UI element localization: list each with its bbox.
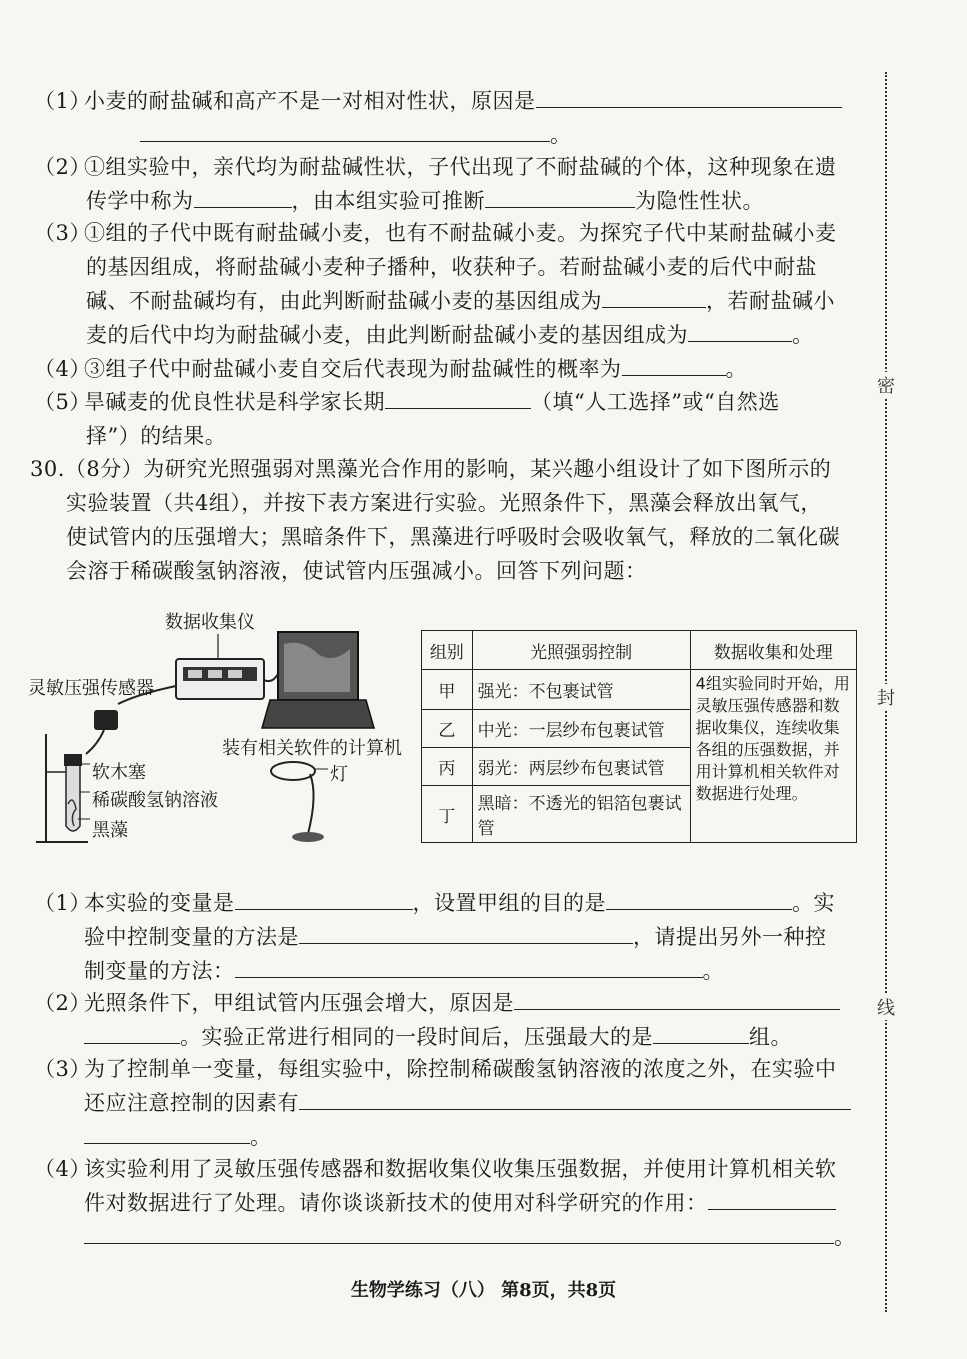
binding-mark-feng: 封 — [875, 684, 897, 710]
answer-blank[interactable] — [235, 955, 703, 978]
answer-blank[interactable] — [653, 1021, 749, 1044]
answer-blank[interactable] — [688, 319, 792, 342]
answer-blank[interactable] — [606, 887, 792, 910]
question-4: （4）③组子代中耐盐碱小麦自交后代表现为耐盐碱性的概率为 。 — [34, 352, 860, 386]
answer-blank[interactable] — [235, 887, 413, 910]
apparatus-diagram — [28, 604, 428, 854]
label-algae: 黑藻 — [92, 820, 128, 841]
label-computer: 装有相关软件的计算机 — [222, 738, 402, 759]
binding-mark-xian: 线 — [875, 994, 897, 1020]
label-lamp: 灯 — [330, 764, 348, 785]
q30-sub-2: （2）光照条件下，甲组试管内压强会增大，原因是 。实验正常进行相同的一段时间后，压强最大的是 组。 — [34, 986, 860, 1054]
table-header: 光照强弱控制 — [472, 631, 690, 670]
label-cork: 软木塞 — [92, 762, 146, 783]
table-row — [422, 670, 857, 710]
answer-blank[interactable] — [485, 185, 635, 208]
question-2: （2）①组实验中，亲代均为耐盐碱性状，子代出现了不耐盐碱的个体，这种现象在遗 传学中称为 ，由本组实验可推断 为隐性性状。 — [34, 155, 837, 213]
answer-blank[interactable] — [299, 1087, 851, 1110]
label-pressure-sensor: 灵敏压强传感器 — [28, 678, 154, 699]
binding-mark-mi: 密 — [875, 372, 897, 398]
label-solution: 稀碳酸氢钠溶液 — [92, 790, 218, 811]
light-cell: 强光：不包裹试管 — [472, 670, 690, 710]
answer-blank[interactable] — [385, 386, 531, 409]
question-30-intro: 30.（8分）为研究光照强弱对黑藻光合作用的影响，某兴趣小组设计了如下图所示的 实验装置（共4组），并按下表方案进行实验。光照条件下，黑藻会释放出氧气， 使试管内的压强增大；黑暗条件下，黑藻进行呼吸时会吸收氧气，释放的二氧化碳 会溶于稀碳酸氢钠溶液，使试管内压强减小。回答下列问题： — [30, 457, 840, 583]
group-cell: 丙 — [422, 748, 473, 786]
answer-blank[interactable] — [140, 119, 550, 142]
answer-blank[interactable] — [194, 185, 292, 208]
table-header-row — [422, 631, 857, 670]
answer-blank[interactable] — [84, 1021, 180, 1044]
light-cell: 黑暗：不透光的铝箔包裹试管 — [472, 786, 690, 843]
answer-blank[interactable] — [84, 1221, 834, 1244]
group-cell: 丁 — [422, 786, 473, 843]
group-cell: 乙 — [422, 710, 473, 748]
question-1: （1）小麦的耐盐碱和高产不是一对相对性状，原因是 。 — [34, 84, 860, 152]
q30-sub-1: （1）本实验的变量是 ，设置甲组的目的是 。实 验中控制变量的方法是 ，请提出另外一种控 制变量的方法： 。 — [34, 886, 860, 988]
answer-blank[interactable] — [84, 1121, 250, 1144]
q30-sub-3: （3）为了控制单一变量，每组实验中，除控制稀碳酸氢钠溶液的浓度之外，在实验中 还应注意控制的因素有 。 — [34, 1052, 860, 1154]
answer-blank[interactable] — [622, 353, 726, 376]
label-data-collector: 数据收集仪 — [165, 612, 255, 633]
experiment-table — [421, 630, 857, 843]
process-cell: 4组实验同时开始，用灵敏压强传感器和数据收集仪，连续收集各组的压强数据，并用计算机相关软件对数据进行处理。 — [690, 670, 856, 843]
answer-blank[interactable] — [602, 285, 706, 308]
answer-blank[interactable] — [514, 987, 840, 1010]
question-5: （5）旱碱麦的优良性状是科学家长期 （填“人工选择”或“自然选 择”）的结果。 — [34, 385, 860, 453]
apparatus-figure — [28, 604, 428, 854]
question-3: （3）①组的子代中既有耐盐碱小麦，也有不耐盐碱小麦。为探究子代中某耐盐碱小麦 的基因组成，将耐盐碱小麦种子播种，收获种子。若耐盐碱小麦的后代中耐盐 碱、不耐盐碱均有，由此判断耐盐碱小麦的基因组成为 ，若耐盐碱小 麦的后代中均为耐盐碱小麦，由此判断耐盐碱小麦的基因组成为 。 — [34, 221, 837, 347]
light-cell: 中光：一层纱布包裹试管 — [472, 710, 690, 748]
group-cell: 甲 — [422, 670, 473, 710]
light-cell: 弱光：两层纱布包裹试管 — [472, 748, 690, 786]
q30-sub-4: （4）该实验利用了灵敏压强传感器和数据收集仪收集压强数据，并使用计算机相关软 件对数据进行了处理。请你谈谈新技术的使用对科学研究的作用： 。 — [34, 1157, 856, 1249]
answer-blank[interactable] — [299, 921, 633, 944]
table-header: 组别 — [422, 631, 473, 670]
answer-blank[interactable] — [536, 85, 842, 108]
page-footer: 生物学练习（八） 第8页，共8页 — [350, 1280, 617, 1301]
table-header: 数据收集和处理 — [690, 631, 856, 670]
answer-blank[interactable] — [708, 1187, 836, 1210]
